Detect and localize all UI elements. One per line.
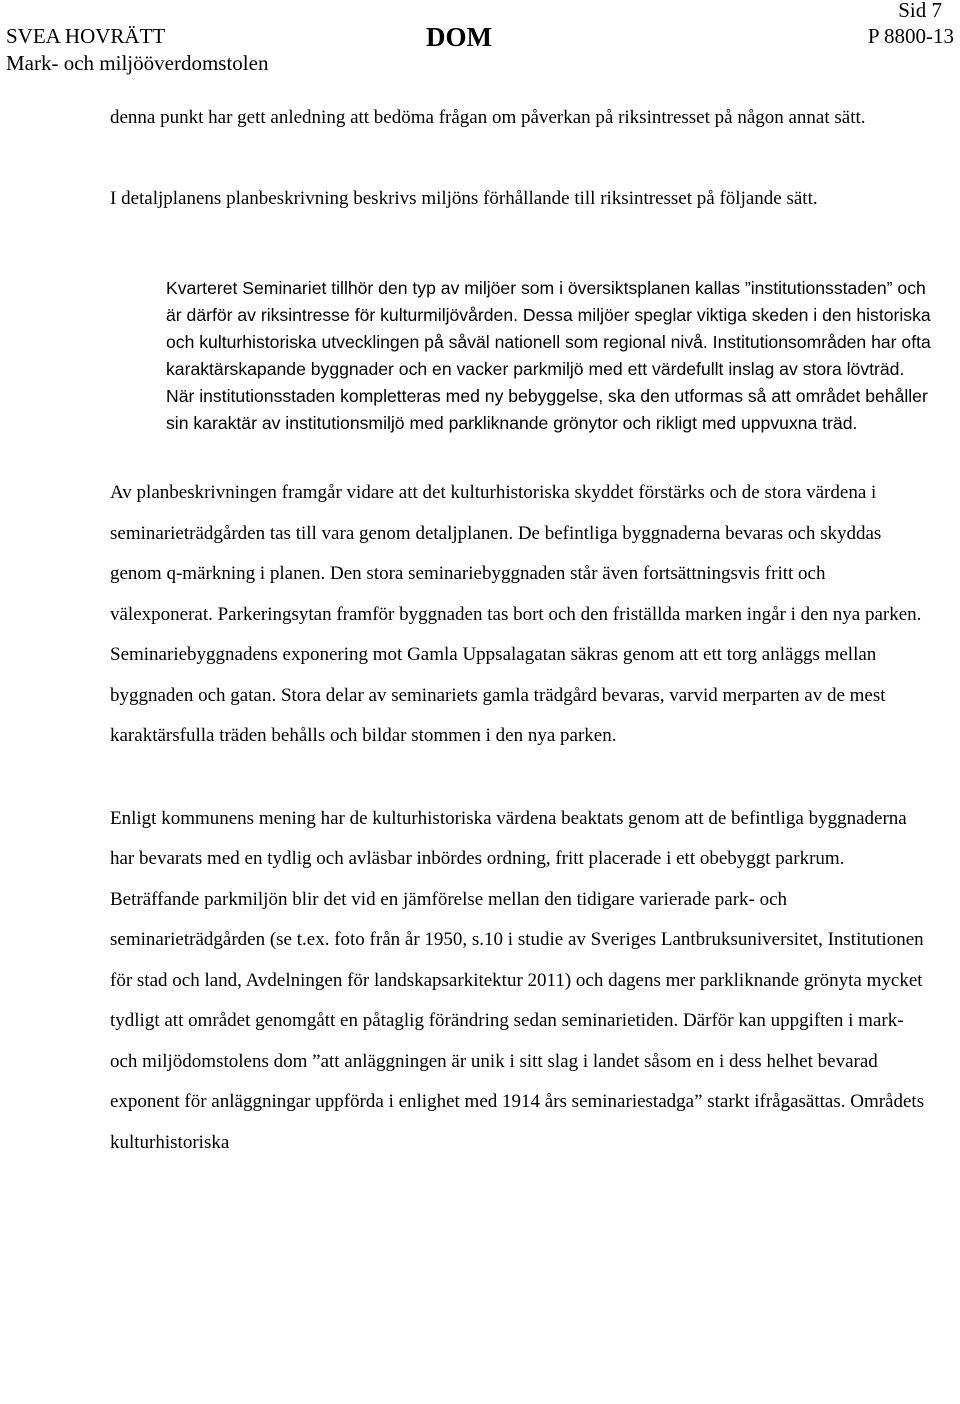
document-body <box>110 98 930 1163</box>
paragraph-2: I detaljplanens planbeskrivning beskrivs miljöns förhållande till riksintresset på följande sätt. <box>110 187 818 209</box>
quote-text: Kvarteret Seminariet tillhör den typ av miljöer som i översiktsplanen kallas ”institutionsstaden” och är därför av riksintresse för kulturmiljövården. Dessa miljöer speglar viktiga skeden i den historiska och kulturhistoriska utvecklingen på såväl nationell som regional nivå. Institutionsområden har ofta karaktärskapande byggnader och en vacker parkmiljö med ett värdefullt inslag av stora lövträd. När institutionsstaden kompletteras med ny bebyggelse, ska den utformas så att området behåller sin karaktär av institutionsmiljö med parkliknande grönytor och rikligt med uppvuxna träd. <box>166 278 931 433</box>
court-division: Mark- och miljööverdomstolen <box>6 51 269 75</box>
page-header <box>0 0 960 80</box>
document-type: DOM <box>426 22 492 52</box>
paragraph-3: Av planbeskrivningen framgår vidare att det kulturhistoriska skyddet förstärks och de stora värdena i seminarieträdgården tas till vara genom detaljplanen. De befintliga byggnaderna bevaras och skyddas genom q-märkning i planen. Den stora seminariebyggnaden står även fortsättningsvis fritt och välexponerat. Parkeringsytan framför byggnaden tas bort och den friställda marken ingår i den nya parken. Seminariebyggnadens exponering mot Gamla Uppsalagatan säkras genom att ett torg anläggs mellan byggnaden och gatan. Stora delar av seminariets gamla trädgård bevaras, varvid merparten av de mest karaktärsfulla träden behålls och bildar stommen i den nya parken. <box>110 482 922 746</box>
paragraph-1: denna punkt har gett anledning att bedöma frågan om påverkan på riksintresset på någon annat sätt. <box>110 107 866 128</box>
block-quote <box>166 275 936 437</box>
case-number: P 8800-13 <box>867 24 954 48</box>
paragraph-4: Enligt kommunens mening har de kulturhistoriska värdena beaktats genom att de befintliga byggnaderna har bevarats med en tydlig och avläsbar inbördes ordning, fritt placerade i ett obebyggt parkrum. Beträffande parkmiljön blir det vid en jämförelse mellan den tidigare varierade park- och seminarieträdgården (se t.ex. foto från år 1950, s.10 i studie av Sveriges Lantbruksuniversitet, Institutionen för stad och land, Avdelningen för landskapsarkitektur 2011) och dagens mer parkliknande grönyta mycket tydligt att området genomgått en påtaglig förändring sedan seminarietiden. Därför kan uppgiften i mark- och miljödomstolens dom ”att anläggningen är unik i sitt slag i landet såsom en i dess helhet bevarad exponent för anläggningar uppförda i enlighet med 1914 års seminariestadga” starkt ifrågasättas. Områdets kulturhistoriska <box>110 807 925 1153</box>
court-name: SVEA HOVRÄTT <box>6 24 166 48</box>
page-number: Sid 7 <box>898 0 942 22</box>
